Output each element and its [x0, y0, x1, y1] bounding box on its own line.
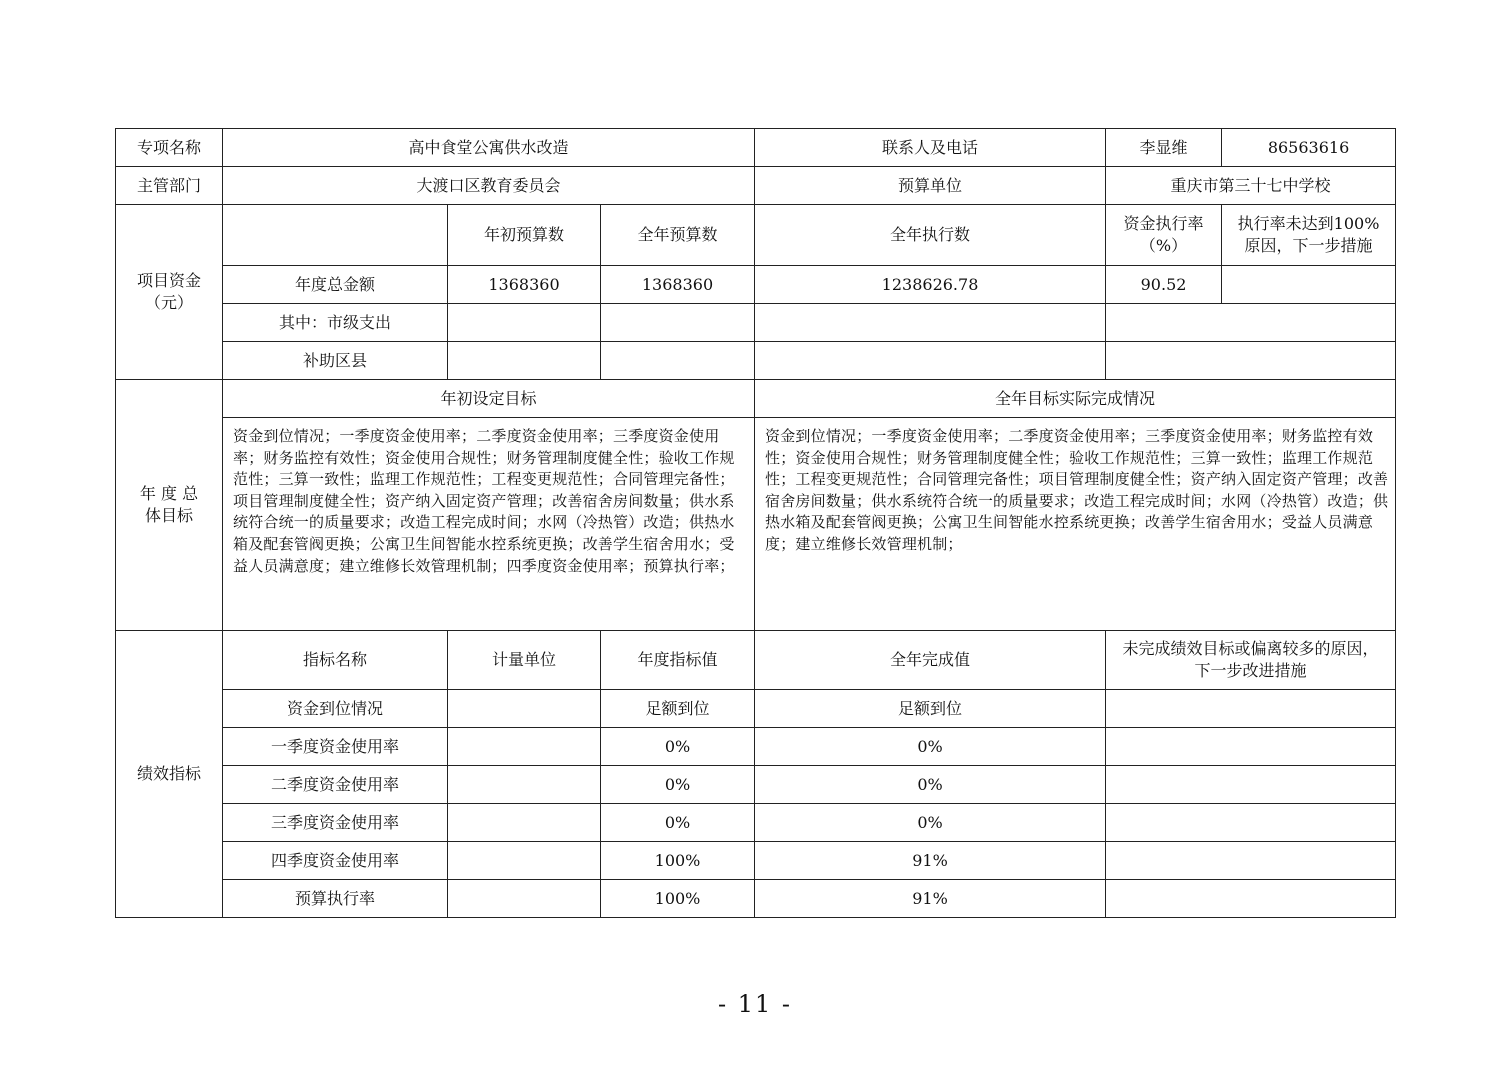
- project-name-label: 专项名称: [116, 129, 223, 167]
- table-row: [116, 880, 1396, 918]
- indicator-reason: [1106, 728, 1396, 766]
- funds-full: [601, 304, 755, 342]
- project-name: 高中食堂公寓供水改造: [223, 129, 755, 167]
- col-full-budget: 全年预算数: [601, 205, 755, 266]
- indicator-reason: [1106, 690, 1396, 728]
- table-row: [116, 766, 1396, 804]
- col-indicator-name: 指标名称: [223, 631, 448, 690]
- funds-row-label: 补助区县: [223, 342, 448, 380]
- table-row: [116, 728, 1396, 766]
- indicator-unit: [448, 804, 601, 842]
- goals-initial-header: 年初设定目标: [223, 380, 755, 418]
- contact-name: 李显维: [1106, 129, 1222, 167]
- project-row: [116, 129, 1396, 167]
- performance-table: [115, 128, 1396, 918]
- indicator-name: 四季度资金使用率: [223, 842, 448, 880]
- funds-exec: 1238626.78: [755, 266, 1106, 304]
- indicator-name: 三季度资金使用率: [223, 804, 448, 842]
- indicator-actual: 91%: [755, 842, 1106, 880]
- col-execution: 全年执行数: [755, 205, 1106, 266]
- goals-actual-header: 全年目标实际完成情况: [755, 380, 1396, 418]
- goals-section-label: 年 度 总体目标: [116, 380, 223, 631]
- indicators-header-row: [116, 631, 1396, 690]
- dept: 大渡口区教育委员会: [223, 167, 755, 205]
- funds-exec: [755, 342, 1106, 380]
- indicator-target: 0%: [601, 728, 755, 766]
- table-row: [116, 804, 1396, 842]
- budget-unit: 重庆市第三十七中学校: [1106, 167, 1396, 205]
- indicator-reason: [1106, 880, 1396, 918]
- indicator-actual: 0%: [755, 766, 1106, 804]
- indicator-target: 0%: [601, 766, 755, 804]
- indicator-name: 一季度资金使用率: [223, 728, 448, 766]
- col-indicator-reason: 未完成绩效目标或偏离较多的原因，下一步改进措施: [1106, 631, 1396, 690]
- page-number: - 11 -: [717, 990, 792, 1018]
- indicators-section-label: 绩效指标: [116, 631, 223, 918]
- indicator-actual: 0%: [755, 804, 1106, 842]
- col-execution-rate: 资金执行率（%）: [1106, 205, 1222, 266]
- indicator-unit: [448, 880, 601, 918]
- funds-exec: [755, 304, 1106, 342]
- funds-row-label: 年度总金额: [223, 266, 448, 304]
- funds-rate: [1106, 304, 1396, 342]
- indicator-name: 资金到位情况: [223, 690, 448, 728]
- indicator-target: 0%: [601, 804, 755, 842]
- indicator-unit: [448, 766, 601, 804]
- indicator-target: 足额到位: [601, 690, 755, 728]
- indicator-reason: [1106, 766, 1396, 804]
- indicator-actual: 0%: [755, 728, 1106, 766]
- table-row: [116, 690, 1396, 728]
- funds-blank-header: [223, 205, 448, 266]
- col-rate-reason: 执行率未达到100%原因，下一步措施: [1222, 205, 1396, 266]
- dept-label: 主管部门: [116, 167, 223, 205]
- funds-reason: [1222, 266, 1396, 304]
- funds-initial: 1368360: [448, 266, 601, 304]
- indicator-unit: [448, 728, 601, 766]
- indicator-reason: [1106, 804, 1396, 842]
- table-row: [116, 842, 1396, 880]
- goals-text-row: [116, 418, 1396, 631]
- funds-initial: [448, 304, 601, 342]
- indicator-target: 100%: [601, 842, 755, 880]
- funds-section-label: 项目资金（元）: [116, 205, 223, 380]
- budget-unit-label: 预算单位: [755, 167, 1106, 205]
- indicator-unit: [448, 842, 601, 880]
- funds-row-label: 其中：市级支出: [223, 304, 448, 342]
- indicator-unit: [448, 690, 601, 728]
- funds-header-row: [116, 205, 1396, 266]
- funds-full: [601, 342, 755, 380]
- goals-initial-text: 资金到位情况；一季度资金使用率；二季度资金使用率；三季度资金使用率；财务监控有效性；资金使用合规性；财务管理制度健全性；验收工作规范性；三算一致性；监理工作规范性；工程变更规范性；合同管理完备性；项目管理制度健全性；资产纳入固定资产管理；改善宿舍房间数量；供水系统符合统一的质量要求；改造工程完成时间；水网（冷热管）改造；供热水箱及配套管阀更换；公寓卫生间智能水控系统更换；改善学生宿舍用水；受益人员满意度；建立维修长效管理机制；四季度资金使用率；预算执行率；: [223, 418, 755, 631]
- goals-actual-text: 资金到位情况；一季度资金使用率；二季度资金使用率；三季度资金使用率；财务监控有效性；资金使用合规性；财务管理制度健全性；验收工作规范性；三算一致性；监理工作规范性；工程变更规范性；合同管理完备性；项目管理制度健全性；资产纳入固定资产管理；改善宿舍房间数量；供水系统符合统一的质量要求；改造工程完成时间；水网（冷热管）改造；供热水箱及配套管阀更换；公寓卫生间智能水控系统更换；改善学生宿舍用水；受益人员满意度；建立维修长效管理机制；: [755, 418, 1396, 631]
- col-indicator-unit: 计量单位: [448, 631, 601, 690]
- dept-row: [116, 167, 1396, 205]
- indicator-actual: 足额到位: [755, 690, 1106, 728]
- contact-label: 联系人及电话: [755, 129, 1106, 167]
- funds-full: 1368360: [601, 266, 755, 304]
- indicator-name: 二季度资金使用率: [223, 766, 448, 804]
- contact-phone: 86563616: [1222, 129, 1396, 167]
- col-initial-budget: 年初预算数: [448, 205, 601, 266]
- indicator-reason: [1106, 842, 1396, 880]
- funds-rate: [1106, 342, 1396, 380]
- table-row: [116, 342, 1396, 380]
- indicator-name: 预算执行率: [223, 880, 448, 918]
- col-indicator-actual: 全年完成值: [755, 631, 1106, 690]
- funds-initial: [448, 342, 601, 380]
- indicator-actual: 91%: [755, 880, 1106, 918]
- table-row: [116, 304, 1396, 342]
- table-row: [116, 266, 1396, 304]
- funds-rate: 90.52: [1106, 266, 1222, 304]
- indicator-target: 100%: [601, 880, 755, 918]
- col-indicator-target: 年度指标值: [601, 631, 755, 690]
- goals-header-row: [116, 380, 1396, 418]
